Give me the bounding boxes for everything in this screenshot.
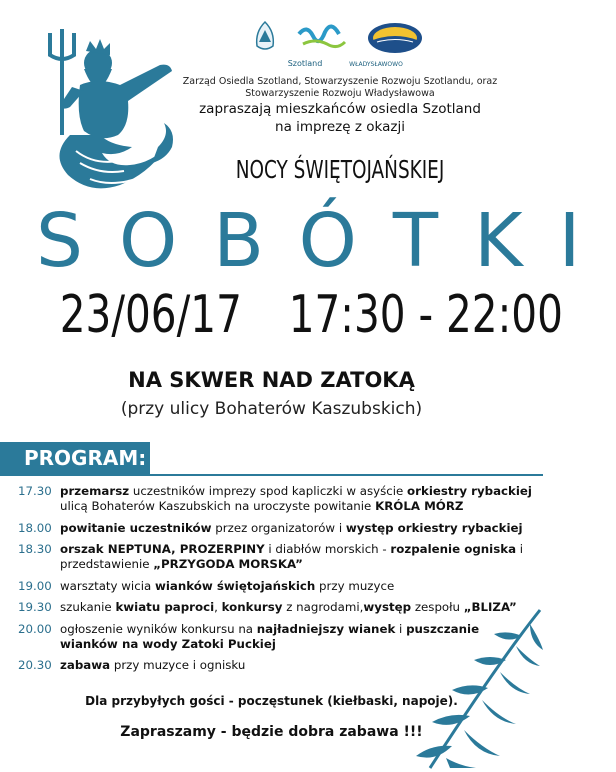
schedule-description bbox=[60, 521, 533, 536]
schedule-text-segment: występ bbox=[363, 600, 412, 614]
schedule-text-segment: z nagrodami, bbox=[282, 600, 364, 614]
event-date: 23/06/17 bbox=[59, 285, 242, 345]
neptune-illustration bbox=[40, 25, 190, 200]
schedule-text-segment: przez organizatorów i bbox=[211, 520, 346, 535]
schedule-text-segment: i diabłów morskich - bbox=[264, 542, 391, 556]
program-divider bbox=[0, 474, 543, 476]
schedule-time: 17.30 bbox=[18, 484, 52, 498]
schedule-text-segment: orkiestry rybackiej bbox=[407, 484, 532, 498]
location: NA SKWER NAD ZATOKĄ bbox=[128, 368, 415, 392]
schedule-text-segment: występ orkiestry rybackiej bbox=[345, 520, 523, 535]
schedule-text-segment: konkursy bbox=[221, 600, 283, 614]
event-name: NOCY ŚWIĘTOJAŃSKIEJ bbox=[235, 155, 445, 184]
guests-note: Dla przybyłych gości - poczęstunek (kiełbaski, napoje). bbox=[85, 694, 458, 708]
sun-sea-logo bbox=[365, 20, 425, 68]
schedule-text-segment: przy muzyce bbox=[315, 578, 395, 593]
schedule-item bbox=[18, 579, 533, 594]
schedule-text-segment: najładniejszy wianek bbox=[256, 621, 396, 636]
closing-text: Zapraszamy - będzie dobra zabawa !!! bbox=[120, 724, 423, 740]
szotland-logo-label: Szotland bbox=[287, 59, 323, 68]
schedule-time: 18.00 bbox=[18, 520, 52, 535]
schedule-text-segment: kwiatu paproci bbox=[115, 600, 215, 614]
schedule-text-segment: ulicą Bohaterów Kaszubskich na uroczyste powitanie bbox=[60, 499, 376, 513]
event-time: 17:30 - 22:00 bbox=[288, 285, 563, 345]
sponsor-logos bbox=[245, 20, 535, 70]
schedule-item bbox=[18, 542, 533, 572]
schedule-description bbox=[60, 484, 533, 514]
schedule-text-segment: orszak NEPTUNA, PROZERPINY bbox=[60, 542, 265, 556]
wladyslawowo-logo bbox=[295, 20, 403, 68]
schedule-item bbox=[18, 484, 533, 514]
invitation-line-2: na imprezę z okazji bbox=[275, 119, 405, 135]
schedule-time: 20.00 bbox=[18, 621, 52, 636]
schedule-time: 19.00 bbox=[18, 578, 52, 593]
schedule-text-segment: i przedstawienie bbox=[60, 542, 524, 571]
schedule-text-segment: szukanie bbox=[60, 600, 116, 614]
schedule-text-segment: przemarsz bbox=[60, 484, 130, 498]
szotland-logo bbox=[245, 20, 323, 68]
schedule-description bbox=[60, 579, 533, 594]
schedule-time: 20.30 bbox=[18, 658, 52, 672]
schedule-text-segment: przy muzyce i ognisku bbox=[110, 658, 246, 672]
date-time bbox=[59, 285, 563, 345]
organizers-text: Zarząd Osiedla Szotland, Stowarzyszenie Rozwoju Szotlandu, oraz Stowarzyszenie Rozwoju Władysławowa bbox=[182, 76, 498, 99]
wladyslawowo-logo-label: WŁADYSŁAWOWO bbox=[349, 61, 403, 68]
schedule-text-segment: zespołu bbox=[411, 600, 464, 614]
schedule-text-segment: , bbox=[214, 600, 222, 614]
schedule-text-segment: i bbox=[395, 621, 407, 636]
schedule-text-segment: wianków świętojańskich bbox=[154, 578, 316, 593]
schedule-text-segment: puszczanie wianków na wody Zatoki Puckiej bbox=[60, 621, 480, 651]
street: (przy ulicy Bohaterów Kaszubskich) bbox=[120, 399, 423, 419]
schedule-text-segment: ogłoszenie wyników konkursu na bbox=[60, 621, 257, 636]
schedule-text-segment: „BLIZA” bbox=[463, 600, 517, 614]
schedule-item bbox=[18, 521, 533, 536]
schedule-time: 19.30 bbox=[18, 600, 52, 614]
schedule-text-segment: uczestników imprezy spod kapliczki w asyście bbox=[129, 484, 408, 498]
invitation-text bbox=[175, 100, 505, 136]
schedule-text-segment: rozpalenie ogniska bbox=[390, 542, 517, 556]
program-title: PROGRAM: bbox=[24, 446, 147, 470]
schedule-text-segment: KRÓLA MÓRZ bbox=[375, 499, 464, 513]
schedule-text-segment: powitanie uczestników bbox=[60, 520, 212, 535]
schedule-text-segment: warsztaty wicia bbox=[60, 578, 155, 593]
schedule-time: 18.30 bbox=[18, 542, 52, 556]
schedule-text-segment: „PRZYGODA MORSKA” bbox=[153, 557, 303, 571]
program-header bbox=[0, 442, 150, 474]
fern-decoration bbox=[390, 600, 543, 768]
invitation-line-1: zapraszają mieszkańców osiedla Szotland bbox=[199, 101, 481, 117]
headline: SOBÓTKI bbox=[36, 198, 616, 284]
schedule-description bbox=[60, 542, 533, 572]
schedule-text-segment: zabawa bbox=[60, 658, 111, 672]
